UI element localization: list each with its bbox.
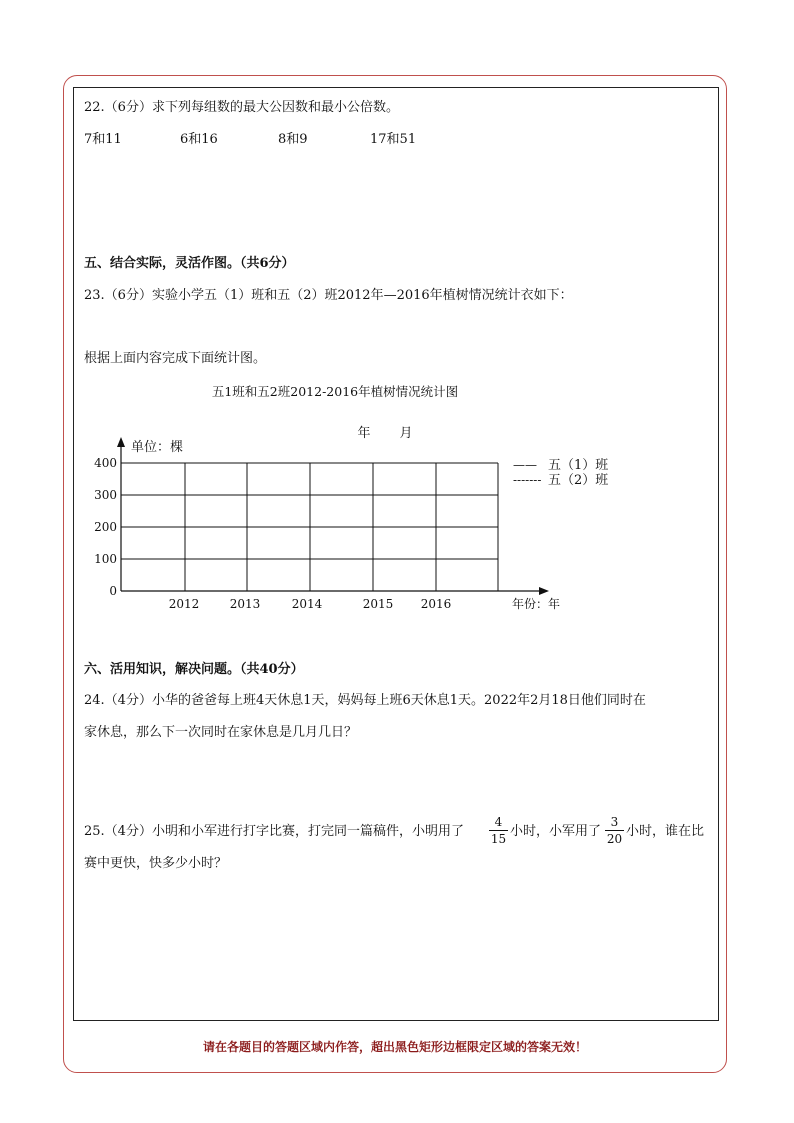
section-6-title: 六、活用知识，解决问题。（共40分） <box>84 662 304 677</box>
chart-x-ticks <box>169 597 452 611</box>
chart-y-label: 单位：棵 <box>131 440 184 455</box>
q23-title: 23.（6分）实验小学五（1）班和五（2）班2012年—2016年植树情况统计衣如下： <box>84 288 573 303</box>
q22-pair-2: 6和16 <box>180 132 218 147</box>
q23-instruction: 根据上面内容完成下面统计图。 <box>84 351 267 366</box>
q22-pair-4: 17和51 <box>370 132 417 147</box>
q25-line-2: 赛中更快，快多少小时？ <box>84 856 228 871</box>
y-tick-label-400: 400 <box>94 456 117 470</box>
x-tick-label-2015: 2015 <box>362 597 394 611</box>
chart-subtitle-month: 月 <box>399 426 413 441</box>
y-tick-label-100: 100 <box>94 552 117 566</box>
q25-fraction-2-denominator: 20 <box>606 832 623 846</box>
q22-pair-3: 8和9 <box>278 132 308 147</box>
chart-subtitle-year: 年 <box>357 426 371 441</box>
chart-title: 五1班和五2班2012-2016年植树情况统计图 <box>211 384 459 399</box>
q25-text-part-3: 小时，谁在比 <box>626 824 705 839</box>
x-tick-label-2013: 2013 <box>229 597 261 611</box>
q22-title: 22.（6分）求下列每组数的最大公因数和最小公倍数。 <box>84 100 399 115</box>
x-axis-arrow <box>539 587 549 595</box>
q24-line-1: 24.（4分）小华的爸爸每上班4天休息1天，妈妈每上班6天休息1天。2022年2月18日他们同时在 <box>84 693 646 708</box>
y-tick-label-0: 0 <box>109 584 117 598</box>
legend-dashed-marker: ------- <box>513 473 542 487</box>
answer-area-warning: 请在各题目的答题区域内作答，超出黑色矩形边框限定区域的答案无效！ <box>202 1040 587 1054</box>
x-tick-label-2012: 2012 <box>168 597 200 611</box>
section-5-title: 五、结合实际，灵活作图。（共6分） <box>84 256 295 271</box>
legend-solid-marker: —— <box>513 458 537 472</box>
q25-text-part-2: 小时，小军用了 <box>510 824 602 839</box>
x-tick-label-2016: 2016 <box>420 597 452 611</box>
q25-text-part-1: 25.（4分）小明和小军进行打字比赛，打完同一篇稿件，小明用了 <box>84 824 464 839</box>
q25-fraction-xiaoming <box>489 815 508 846</box>
chart-x-label: 年份：年 <box>512 597 561 611</box>
y-tick-label-200: 200 <box>94 520 117 534</box>
x-tick-label-2014: 2014 <box>291 597 323 611</box>
q25-fraction-1-denominator: 15 <box>490 832 507 846</box>
q25-fraction-xiaojun <box>605 815 624 846</box>
q25-fraction-1-numerator: 4 <box>494 815 503 829</box>
chart-y-ticks <box>94 456 117 598</box>
chart-grid <box>121 463 498 591</box>
q24-line-2: 家休息，那么下一次同时在家休息是几月几日？ <box>84 725 358 740</box>
y-tick-label-300: 300 <box>94 488 117 502</box>
y-axis-arrow <box>117 437 125 447</box>
q25-fraction-2-numerator: 3 <box>610 815 619 829</box>
legend-series-1: 五（1）班 <box>548 458 609 473</box>
legend-series-2: 五（2）班 <box>548 473 609 488</box>
q22-pair-1: 7和11 <box>84 132 122 147</box>
